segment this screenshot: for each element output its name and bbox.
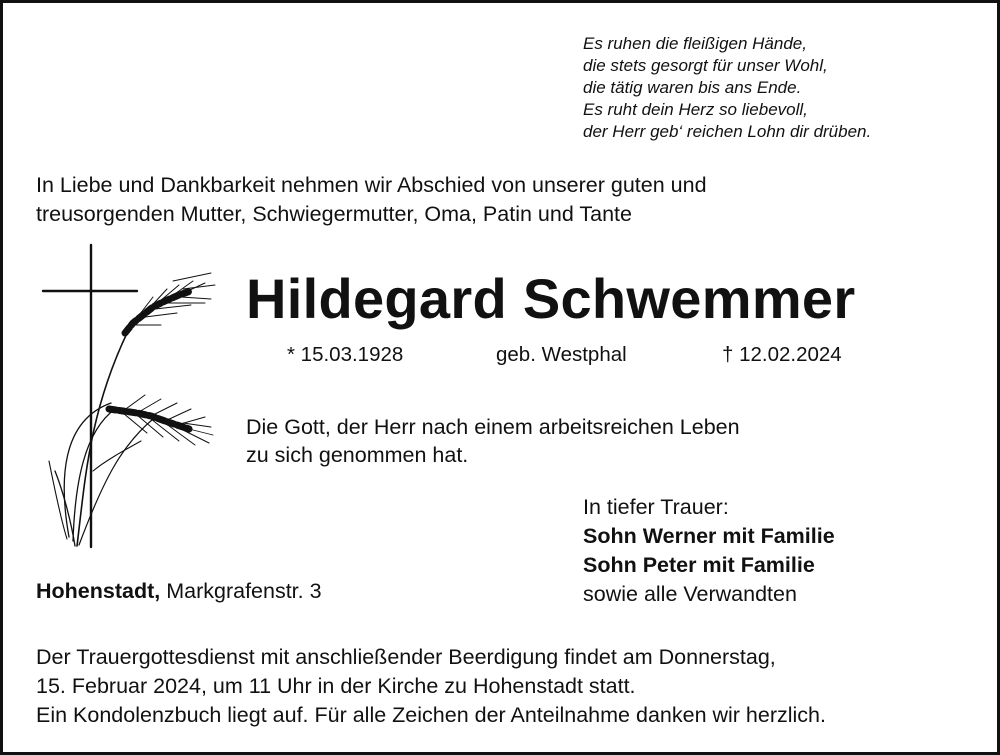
mourners-heading: In tiefer Trauer: [583, 495, 729, 519]
passing-line: zu sich genommen hat. [246, 443, 469, 467]
cross-wheat-icon [33, 241, 218, 553]
service-line: 15. Februar 2024, um 11 Uhr in der Kirche zu Hohenstadt statt. [36, 674, 636, 698]
maiden-name: geb. Westphal [496, 343, 627, 366]
poem-line: Es ruhen die fleißigen Hände, [583, 34, 807, 53]
poem [583, 33, 871, 143]
deceased-name: Hildegard Schwemmer [246, 267, 856, 330]
service-line: Ein Kondolenzbuch liegt auf. Für alle Zeichen der Anteilnahme danken wir herzlich. [36, 703, 826, 727]
poem-line: Es ruht dein Herz so liebevoll, [583, 100, 808, 119]
poem-line: die tätig waren bis ans Ende. [583, 78, 802, 97]
mourners-relatives: sowie alle Verwandten [583, 582, 797, 606]
passing-line: Die Gott, der Herr nach einem arbeitsreichen Leben [246, 415, 740, 439]
poem-line: die stets gesorgt für unser Wohl, [583, 56, 828, 75]
birth-date: * 15.03.1928 [287, 343, 404, 366]
mourners-block [583, 493, 835, 609]
poem-line: der Herr geb‘ reichen Lohn dir drüben. [583, 122, 872, 141]
passing-text [246, 413, 740, 469]
address-street: Markgrafenstr. 3 [166, 579, 322, 603]
address-city: Hohenstadt, [36, 579, 161, 603]
mourner-family: Sohn Peter mit Familie [583, 553, 815, 577]
service-line: Der Trauergottesdienst mit anschließender Beerdigung findet am Donnerstag, [36, 645, 776, 669]
intro-line: treusorgenden Mutter, Schwiegermutter, Oma, Patin und Tante [36, 202, 632, 226]
service-info [36, 643, 826, 730]
address [36, 577, 322, 606]
intro-text [36, 171, 707, 229]
intro-line: In Liebe und Dankbarkeit nehmen wir Abschied von unserer guten und [36, 173, 707, 197]
death-date: † 12.02.2024 [722, 343, 842, 366]
mourner-family: Sohn Werner mit Familie [583, 524, 835, 548]
